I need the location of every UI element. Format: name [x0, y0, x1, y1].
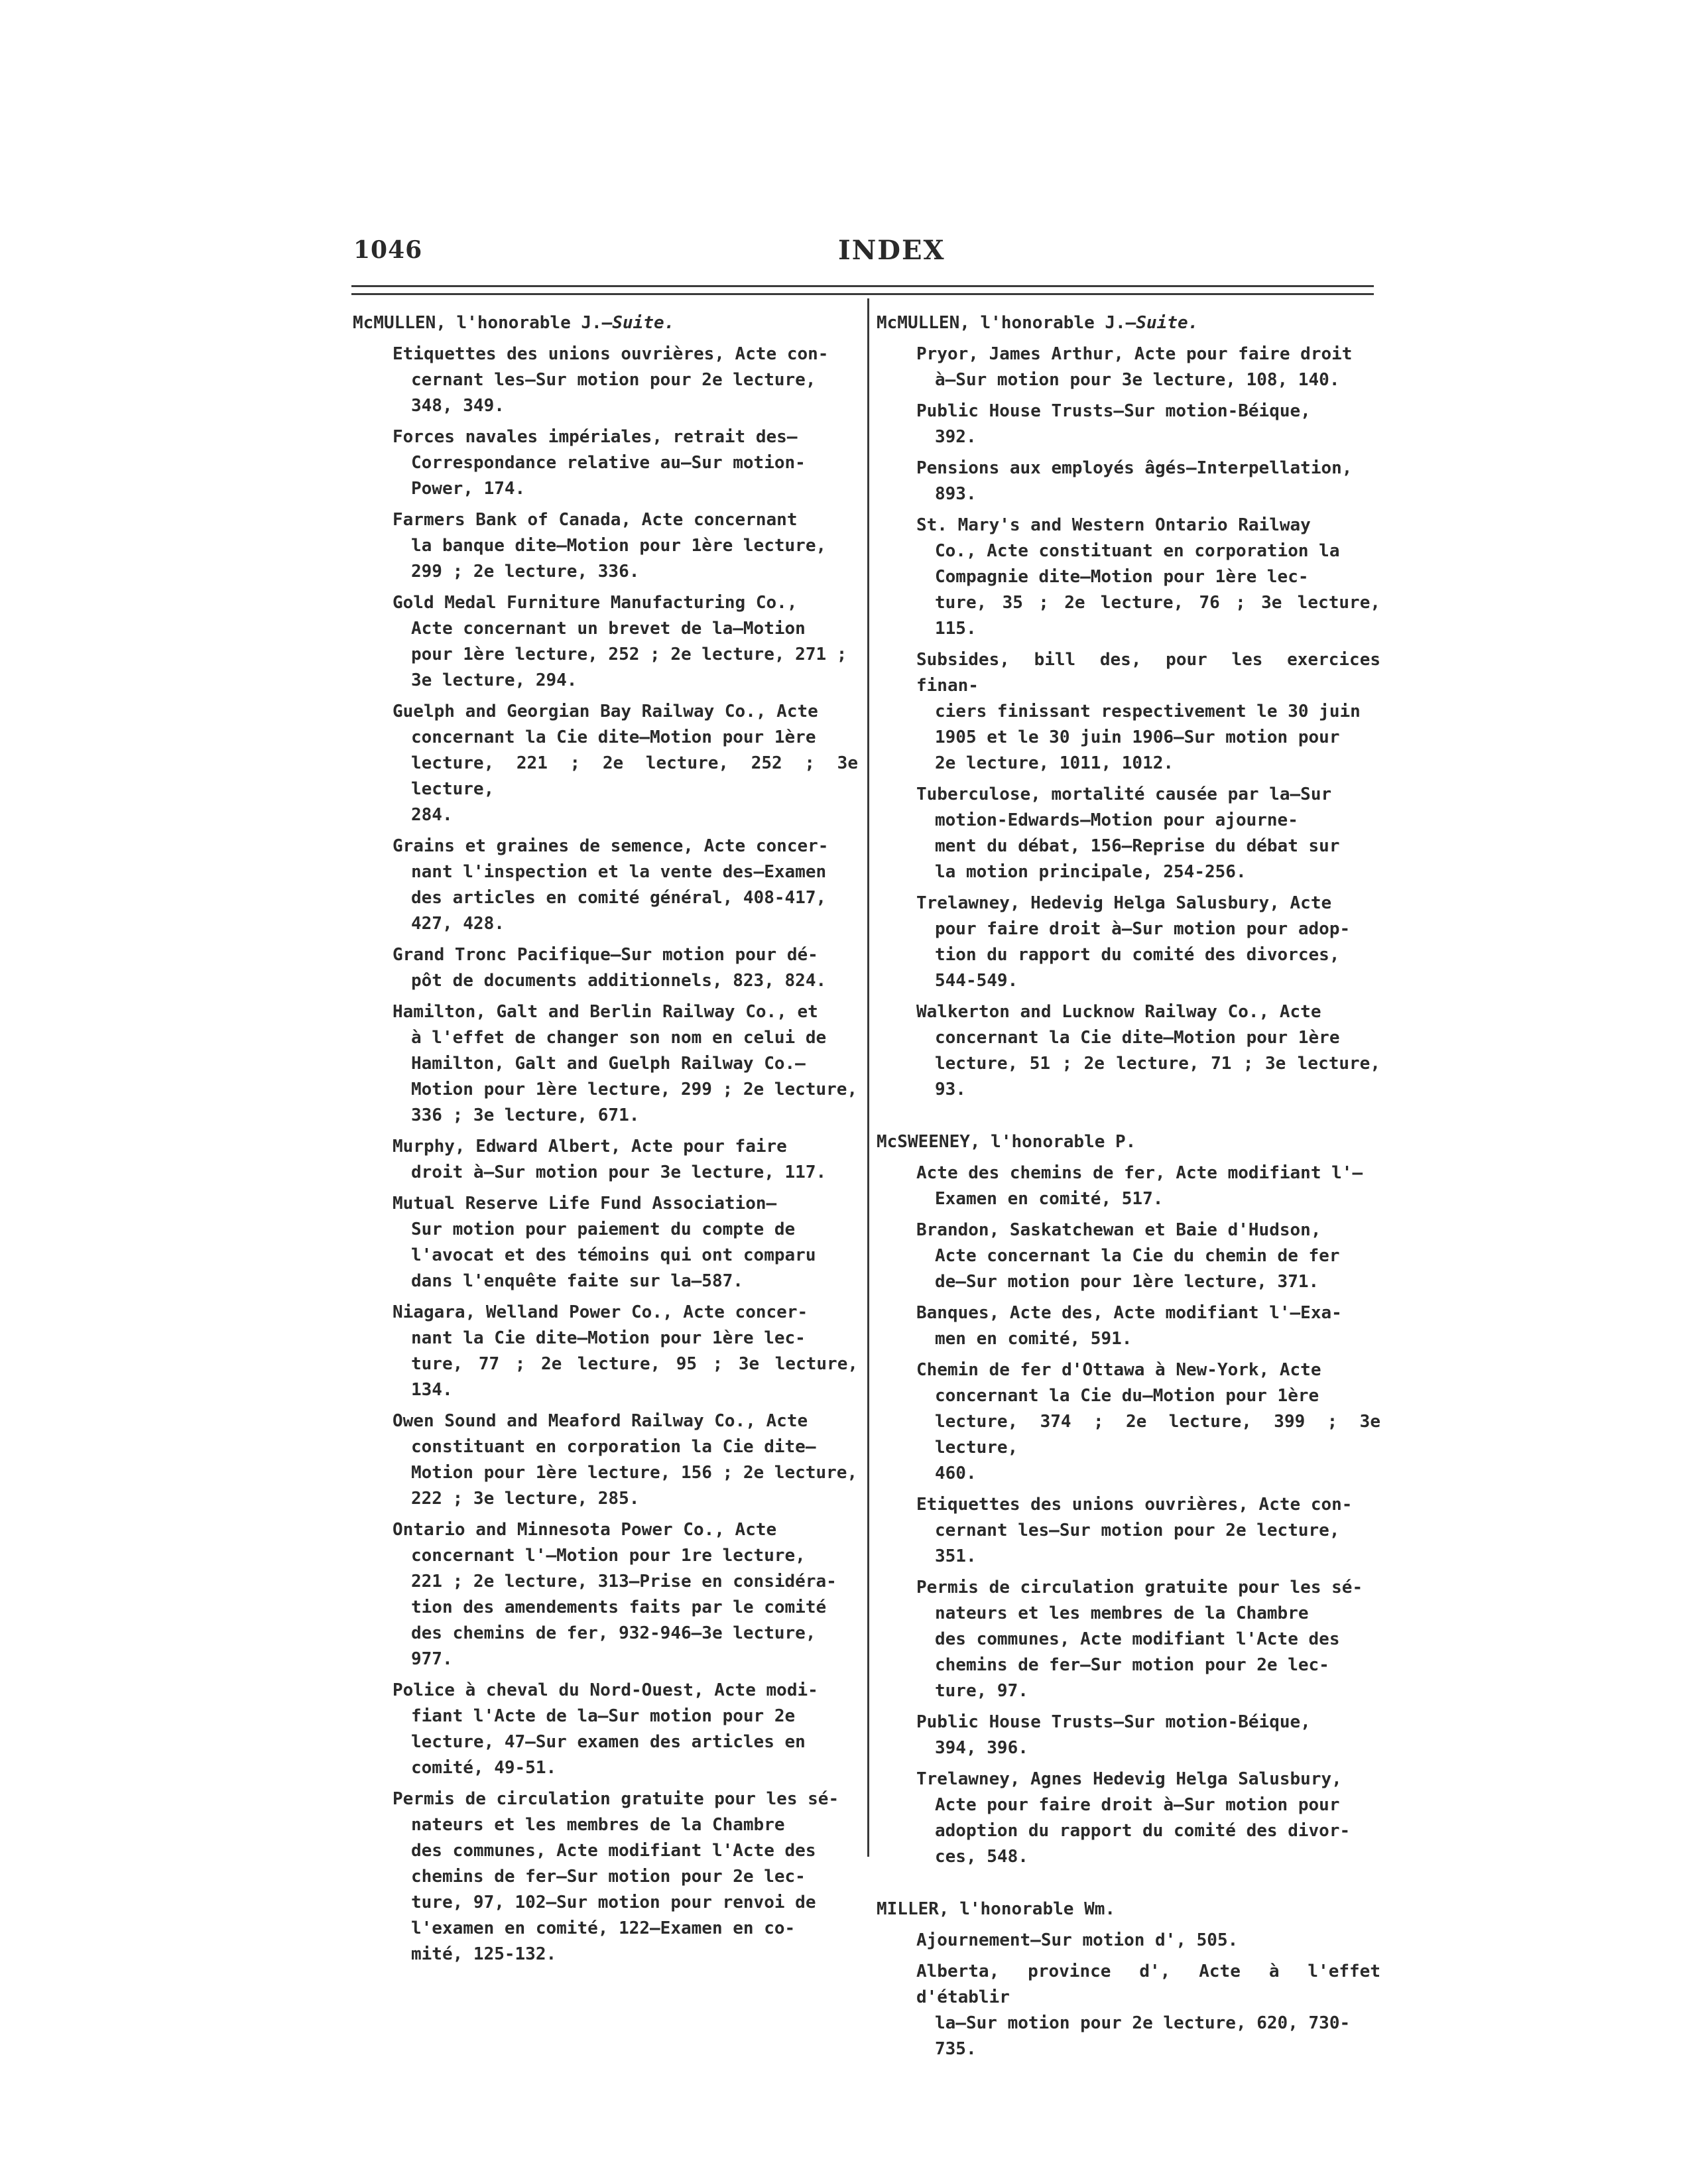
entry-line: 3e lecture, 294.: [411, 670, 578, 690]
index-entry: [393, 1408, 858, 1512]
index-entry: [916, 1928, 1380, 1954]
entry-line: constituant en corporation la Cie dite—: [411, 1437, 816, 1457]
entry-line: concernant l'—Motion pour 1re lecture,: [411, 1546, 806, 1566]
entry-line: lecture, 221 ; 2e lecture, 252 ; 3e lecture,: [411, 753, 858, 799]
entry-line: 427, 428.: [411, 914, 505, 934]
index-entry: [393, 1678, 858, 1781]
entry-line: Correspondance relative au—Sur motion-: [411, 453, 806, 473]
entry-line: Public House Trusts—Sur motion-Béique,: [916, 1712, 1311, 1732]
entry-line: tion des amendements faits par le comité: [411, 1597, 827, 1617]
page-title: INDEX: [838, 235, 945, 266]
entry-line: 222 ; 3e lecture, 285.: [411, 1489, 640, 1509]
index-entry: [916, 1357, 1380, 1487]
entry-line: à—Sur motion pour 3e lecture, 108, 140.: [935, 370, 1340, 390]
entry-line: Banques, Acte des, Acte modifiant l'—Exa-: [916, 1303, 1342, 1323]
entry-line: Grains et graines de semence, Acte concer-: [393, 836, 829, 856]
entry-line: Etiquettes des unions ouvrières, Acte con-: [393, 344, 829, 364]
entry-line: motion-Edwards—Motion pour ajourne-: [935, 810, 1298, 830]
index-entry: [916, 1217, 1380, 1295]
entry-line: concernant la Cie du—Motion pour 1ère: [935, 1386, 1319, 1406]
entry-line: Forces navales impériales, retrait des—: [393, 427, 798, 447]
index-entry: [393, 507, 858, 585]
entry-line: Pensions aux employés âgés—Interpellation,: [916, 458, 1353, 478]
entry-line: ment du débat, 156—Reprise du débat sur: [935, 836, 1340, 856]
index-entry: [916, 647, 1380, 777]
header-rule-top: [351, 285, 1374, 287]
index-entry: [916, 456, 1380, 507]
index-entry: [393, 834, 858, 937]
entry-line: Chemin de fer d'Ottawa à New-York, Acte: [916, 1360, 1321, 1380]
entry-line: Trelawney, Agnes Hedevig Helga Salusbury,: [916, 1769, 1342, 1789]
entry-line: comité, 49-51.: [411, 1758, 557, 1778]
entry-line: mité, 125-132.: [411, 1944, 557, 1964]
index-entry: [393, 590, 858, 694]
entry-line: Brandon, Saskatchewan et Baie d'Hudson,: [916, 1220, 1321, 1240]
entry-line: 735.: [935, 2039, 977, 2059]
entry-line: ces, 548.: [935, 1847, 1028, 1867]
index-heading: [877, 310, 1380, 336]
entry-line: Ontario and Minnesota Power Co., Acte: [393, 1520, 777, 1540]
entry-line: Walkerton and Lucknow Railway Co., Acte: [916, 1002, 1321, 1022]
entry-line: chemins de fer—Sur motion pour 2e lec-: [411, 1867, 806, 1887]
entry-line: Permis de circulation gratuite pour les sé-: [916, 1578, 1363, 1597]
entry-line: 1905 et le 30 juin 1906—Sur motion pour: [935, 727, 1340, 747]
index-entry: [916, 1767, 1380, 1870]
entry-line: la banque dite—Motion pour 1ère lecture,: [411, 536, 827, 556]
entry-line: St. Mary's and Western Ontario Railway: [916, 515, 1311, 535]
entry-line: Sur motion pour paiement du compte de: [411, 1219, 796, 1239]
entry-line: droit à—Sur motion pour 3e lecture, 117.: [411, 1162, 827, 1182]
index-entry: [393, 1517, 858, 1672]
header-rule-bottom: [351, 293, 1374, 295]
entry-line: lecture, 51 ; 2e lecture, 71 ; 3e lecture, 93.: [935, 1054, 1380, 1099]
entry-line: Alberta, province d', Acte à l'effet d'établir: [916, 1962, 1380, 2007]
index-entry: [916, 1492, 1380, 1570]
index-heading: [877, 1897, 1380, 1922]
index-heading: [877, 1129, 1380, 1155]
entry-line: Hamilton, Galt and Berlin Railway Co., et: [393, 1002, 818, 1022]
entry-line: adoption du rapport du comité des divor-: [935, 1821, 1351, 1841]
entry-line: Ajournement—Sur motion d', 505.: [916, 1930, 1239, 1950]
entry-line: Co., Acte constituant en corporation la: [935, 541, 1340, 561]
entry-line: Tuberculose, mortalité causée par la—Sur: [916, 784, 1332, 804]
entry-line: nant l'inspection et la vente des—Examen: [411, 862, 827, 882]
entry-line: Power, 174.: [411, 479, 526, 499]
entry-line: Motion pour 1ère lecture, 299 ; 2e lecture,: [411, 1080, 858, 1099]
entry-line: ture, 35 ; 2e lecture, 76 ; 3e lecture, 115.: [935, 593, 1380, 639]
entry-line: ture, 97, 102—Sur motion pour renvoi de: [411, 1893, 816, 1912]
entry-line: pôt de documents additionnels, 823, 824.: [411, 971, 827, 991]
entry-line: cernant les—Sur motion pour 2e lecture,: [411, 370, 816, 390]
entry-line: Etiquettes des unions ouvrières, Acte con-: [916, 1495, 1353, 1515]
entry-line: Niagara, Welland Power Co., Acte concer-: [393, 1302, 808, 1322]
entry-line: dans l'enquête faite sur la—587.: [411, 1271, 743, 1291]
entry-line: concernant la Cie dite—Motion pour 1ère: [935, 1028, 1340, 1048]
index-entry: [916, 399, 1380, 450]
entry-line: chemins de fer—Sur motion pour 2e lec-: [935, 1655, 1329, 1675]
heading-suite: Suite.: [612, 313, 675, 333]
entry-line: Owen Sound and Meaford Railway Co., Acte: [393, 1411, 808, 1431]
index-entry: [916, 513, 1380, 642]
index-entry: [393, 942, 858, 994]
index-entry: [393, 699, 858, 828]
index-entry: [393, 999, 858, 1129]
page-number: 1046: [353, 236, 423, 264]
entry-line: Acte des chemins de fer, Acte modifiant l'—: [916, 1163, 1363, 1183]
index-entry: [916, 1300, 1380, 1352]
heading-name: MILLER, l'honorable Wm.: [877, 1899, 1116, 1919]
left-column: [353, 310, 858, 1967]
entry-line: Acte concernant la Cie du chemin de fer: [935, 1246, 1340, 1266]
heading-name: McMULLEN, l'honorable J.—: [877, 313, 1136, 333]
entry-line: l'avocat et des témoins qui ont comparu: [411, 1245, 816, 1265]
entry-line: Acte concernant un brevet de la—Motion: [411, 619, 806, 639]
entry-line: Compagnie dite—Motion pour 1ère lec-: [935, 567, 1309, 587]
entry-line: Farmers Bank of Canada, Acte concernant: [393, 510, 798, 530]
entry-line: ciers finissant respectivement le 30 juin: [935, 702, 1361, 721]
entry-line: de—Sur motion pour 1ère lecture, 371.: [935, 1272, 1319, 1292]
entry-line: 460.: [935, 1464, 977, 1483]
entry-line: pour faire droit à—Sur motion pour adop-: [935, 919, 1351, 939]
index-entry: [393, 424, 858, 502]
entry-line: la motion principale, 254-256.: [935, 862, 1247, 882]
entry-line: des articles en comité général, 408-417,: [411, 888, 827, 908]
entry-line: des communes, Acte modifiant l'Acte des: [935, 1629, 1340, 1649]
heading-name: McMULLEN, l'honorable J.—: [353, 313, 613, 333]
entry-line: Acte pour faire droit à—Sur motion pour: [935, 1795, 1340, 1815]
index-entry: [393, 1300, 858, 1403]
entry-line: l'examen en comité, 122—Examen en co-: [411, 1918, 796, 1938]
entry-line: des chemins de fer, 932-946—3e lecture,: [411, 1623, 816, 1643]
entry-line: nant la Cie dite—Motion pour 1ère lec-: [411, 1328, 806, 1348]
entry-line: 544-549.: [935, 971, 1018, 991]
entry-line: 2e lecture, 1011, 1012.: [935, 753, 1174, 773]
entry-line: des communes, Acte modifiant l'Acte des: [411, 1841, 816, 1861]
index-heading: [353, 310, 858, 336]
entry-line: tion du rapport du comité des divorces,: [935, 945, 1340, 965]
entry-line: ture, 77 ; 2e lecture, 95 ; 3e lecture, 134.: [411, 1354, 858, 1400]
index-entry: [393, 1134, 858, 1186]
entry-line: 977.: [411, 1649, 453, 1669]
entry-line: Hamilton, Galt and Guelph Railway Co.—: [411, 1054, 806, 1074]
entry-line: Permis de circulation gratuite pour les sé-: [393, 1789, 839, 1809]
index-entry: [393, 1786, 858, 1967]
entry-line: Motion pour 1ère lecture, 156 ; 2e lecture,: [411, 1463, 858, 1483]
entry-line: nateurs et les membres de la Chambre: [411, 1815, 785, 1835]
index-entry: [916, 1710, 1380, 1761]
entry-line: men en comité, 591.: [935, 1329, 1132, 1349]
entry-line: 351.: [935, 1546, 977, 1566]
index-entry: [916, 342, 1380, 393]
index-entry: [916, 1575, 1380, 1704]
entry-line: 221 ; 2e lecture, 313—Prise en considéra-: [411, 1572, 837, 1591]
index-entry: [916, 1160, 1380, 1212]
entry-line: Subsides, bill des, pour les exercices finan-: [916, 650, 1380, 696]
index-entry: [393, 1191, 858, 1294]
column-divider: [867, 298, 869, 1857]
entry-line: 336 ; 3e lecture, 671.: [411, 1105, 640, 1125]
entry-line: Police à cheval du Nord-Ouest, Acte modi-: [393, 1680, 818, 1700]
entry-line: 348, 349.: [411, 396, 505, 416]
heading-suite: Suite.: [1136, 313, 1199, 333]
entry-line: Guelph and Georgian Bay Railway Co., Acte: [393, 702, 818, 721]
entry-line: Grand Tronc Pacifique—Sur motion pour dé-: [393, 945, 818, 965]
entry-line: Murphy, Edward Albert, Acte pour faire: [393, 1137, 787, 1156]
right-column: [877, 310, 1380, 2062]
entry-line: la—Sur motion pour 2e lecture, 620, 730-: [935, 2013, 1351, 2033]
entry-line: Mutual Reserve Life Fund Association—: [393, 1194, 777, 1214]
entry-line: 394, 396.: [935, 1738, 1028, 1758]
index-entry: [916, 891, 1380, 994]
entry-line: à l'effet de changer son nom en celui de: [411, 1028, 827, 1048]
entry-line: 392.: [935, 427, 977, 447]
entry-line: cernant les—Sur motion pour 2e lecture,: [935, 1521, 1340, 1540]
entry-line: Trelawney, Hedevig Helga Salusbury, Acte: [916, 893, 1332, 913]
entry-line: nateurs et les membres de la Chambre: [935, 1603, 1309, 1623]
entry-line: Examen en comité, 517.: [935, 1189, 1164, 1209]
entry-line: fiant l'Acte de la—Sur motion pour 2e: [411, 1706, 796, 1726]
entry-line: lecture, 47—Sur examen des articles en: [411, 1732, 806, 1752]
entry-line: 893.: [935, 484, 977, 504]
entry-line: Public House Trusts—Sur motion-Béique,: [916, 401, 1311, 421]
entry-line: Pryor, James Arthur, Acte pour faire droit: [916, 344, 1353, 364]
entry-line: 284.: [411, 805, 453, 825]
index-entry: [393, 342, 858, 419]
entry-line: 299 ; 2e lecture, 336.: [411, 562, 640, 582]
entry-line: ture, 97.: [935, 1681, 1028, 1701]
entry-line: Gold Medal Furniture Manufacturing Co.,: [393, 593, 798, 613]
heading-name: McSWEENEY, l'honorable P.: [877, 1132, 1136, 1152]
entry-line: lecture, 374 ; 2e lecture, 399 ; 3e lecture,: [935, 1412, 1380, 1458]
index-entry: [916, 1959, 1380, 2062]
index-entry: [916, 999, 1380, 1103]
entry-line: concernant la Cie dite—Motion pour 1ère: [411, 727, 816, 747]
entry-line: pour 1ère lecture, 252 ; 2e lecture, 271 ;: [411, 645, 847, 664]
index-entry: [916, 782, 1380, 885]
